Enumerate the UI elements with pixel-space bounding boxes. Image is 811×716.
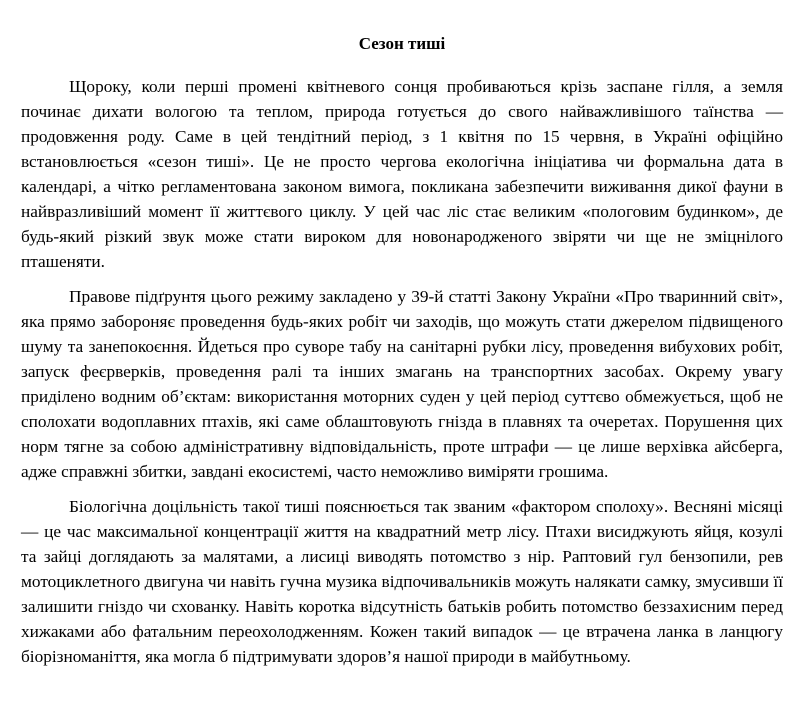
document-title: Сезон тиші bbox=[358, 34, 446, 53]
paragraph-3: Біологічна доцільність такої тиші пояснюється так званим «фактором сполоху». Весняні місяці — це час максимальної концентрації життя на квадратний метр лісу. Птахи висиджують яйця, козулі та зайці доглядають за малятами, а лисиці виводять потомство з нір. Раптовий гул бензопили, рев мотоциклетного двигуна чи навіть гучна музика відпочивальників можуть налякати самку, змусивши її залишити гніздо чи схованку. Навіть коротка відсутність батьків робить потомство беззахисним перед хижаками або фатальним переохолодженням. Кожен такий випадок — це втрачена ланка в ланцюгу біорізноманіття, яка могла б підтримувати здоров’я нашої природи в майбутньому. bbox=[21, 497, 783, 666]
paragraph-1: Щороку, коли перші промені квітневого сонця пробиваються крізь заспане гілля, а земля починає дихати вологою та теплом, природа готується до свого найважливішого таїнства — продовження роду. Саме в цей тендітний період, з 1 квітня по 15 червня, в Україні офіційно встановлюється «сезон тиші». Це не просто чергова екологічна ініціатива чи формальна дата в календарі, а чітко регламентована законом вимога, покликана забезпечити виживання дикої фауни в найвразливіший момент її життєвого циклу. У цей час ліс стає великим «пологовим будинком», де будь-який різкий звук може стати вироком для новонародженого звіряти чи ще не зміцнілого пташеняти. bbox=[21, 77, 783, 271]
paragraph-2: Правове підґрунтя цього режиму закладено у 39-й статті Закону України «Про тваринний світ», яка прямо забороняє проведення будь-яких робіт чи заходів, що можуть стати джерелом підвищеного шуму та занепокоєння. Йдеться про суворе табу на санітарні рубки лісу, проведення вибухових робіт, запуск феєрверків, проведення ралі та інших змагань на транспортних засобах. Окрему увагу приділено водним об’єктам: використання моторних суден у цей період суттєво обмежується, щоб не сполохати водоплавних птахів, які саме облаштовують гнізда в плавнях та очеретах. Порушення цих норм тягне за собою адміністративну відповідальність, проте штрафи — це лише верхівка айсберга, адже справжні збитки, завдані екосистемі, часто неможливо виміряти грошима. bbox=[21, 287, 783, 481]
